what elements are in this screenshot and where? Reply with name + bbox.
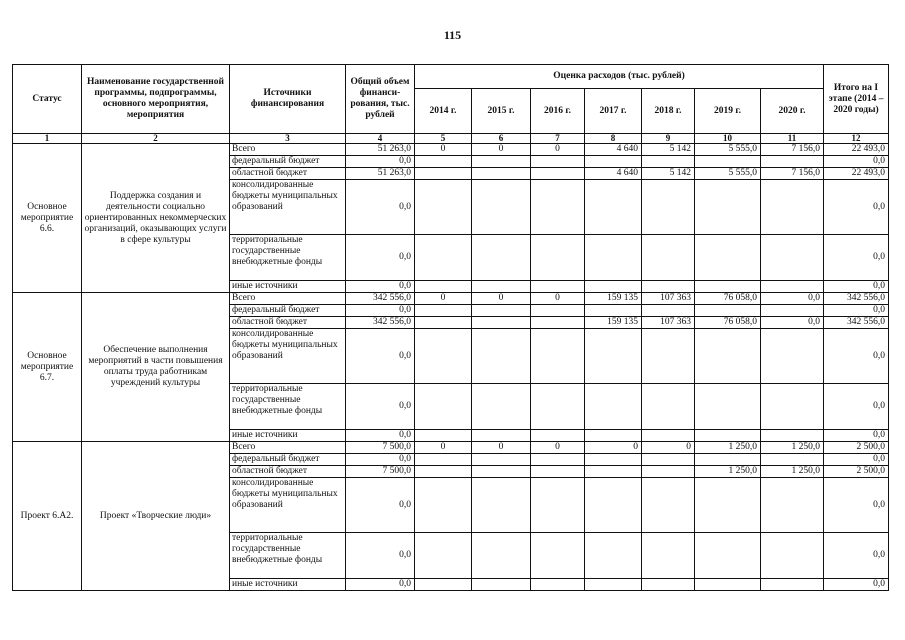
year-value-cell — [415, 305, 472, 317]
year-value-cell — [761, 329, 824, 384]
stage-total-cell: 0,0 — [824, 430, 889, 442]
stage-total-cell: 2 500,0 — [824, 442, 889, 454]
funding-source-cell: иные источники — [230, 430, 346, 442]
funding-source-cell: консолидированные бюджеты муниципальных образований — [230, 478, 346, 533]
funding-source-cell: областной бюджет — [230, 317, 346, 329]
year-value-cell: 1 250,0 — [761, 466, 824, 478]
year-value-cell: 76 058,0 — [695, 317, 761, 329]
funding-source-cell: консолидированные бюджеты муниципальных образований — [230, 180, 346, 235]
funding-source-cell: консолидированные бюджеты муниципальных образований — [230, 329, 346, 384]
funding-source-cell: федеральный бюджет — [230, 454, 346, 466]
status-cell: Основное мероприятие 6.7. — [13, 293, 82, 442]
total-volume-cell: 7 500,0 — [346, 442, 415, 454]
year-value-cell: 4 640 — [585, 144, 642, 156]
year-value-cell — [415, 466, 472, 478]
year-value-cell — [472, 454, 531, 466]
year-value-cell: 0 — [531, 442, 585, 454]
year-value-cell — [415, 168, 472, 180]
header-stage-total: Итого на I этапе (2014 – 2020 годы) — [824, 65, 889, 134]
year-value-cell — [585, 281, 642, 293]
year-value-cell — [531, 384, 585, 430]
total-volume-cell: 7 500,0 — [346, 466, 415, 478]
year-value-cell — [415, 156, 472, 168]
year-value-cell — [585, 579, 642, 591]
total-volume-cell: 0,0 — [346, 329, 415, 384]
total-volume-cell: 0,0 — [346, 305, 415, 317]
year-value-cell — [642, 235, 695, 281]
year-value-cell — [695, 430, 761, 442]
measure-name-cell: Проект «Творческие люди» — [82, 442, 230, 591]
year-value-cell: 159 135 — [585, 293, 642, 305]
year-value-cell — [695, 235, 761, 281]
year-value-cell — [761, 305, 824, 317]
stage-total-cell: 0,0 — [824, 329, 889, 384]
status-cell: Основное мероприятие 6.6. — [13, 144, 82, 293]
year-value-cell — [761, 281, 824, 293]
year-value-cell — [761, 579, 824, 591]
year-value-cell — [472, 533, 531, 579]
year-value-cell — [472, 466, 531, 478]
year-value-cell: 0 — [585, 442, 642, 454]
year-value-cell — [531, 235, 585, 281]
total-volume-cell: 0,0 — [346, 533, 415, 579]
year-value-cell — [761, 478, 824, 533]
year-value-cell — [695, 454, 761, 466]
year-value-cell — [472, 478, 531, 533]
year-value-cell — [642, 156, 695, 168]
stage-total-cell: 0,0 — [824, 384, 889, 430]
year-value-cell: 0 — [531, 144, 585, 156]
year-value-cell: 5 555,0 — [695, 168, 761, 180]
column-number: 7 — [531, 134, 585, 144]
year-value-cell — [642, 579, 695, 591]
stage-total-cell: 0,0 — [824, 281, 889, 293]
stage-total-cell: 0,0 — [824, 579, 889, 591]
year-value-cell — [761, 384, 824, 430]
total-volume-cell: 0,0 — [346, 156, 415, 168]
stage-total-cell: 342 556,0 — [824, 293, 889, 305]
header-estimate: Оценка расходов (тыс. рублей) — [415, 65, 824, 89]
year-value-cell — [472, 180, 531, 235]
year-value-cell — [531, 466, 585, 478]
year-value-cell: 7 156,0 — [761, 144, 824, 156]
year-value-cell: 5 555,0 — [695, 144, 761, 156]
total-volume-cell: 0,0 — [346, 180, 415, 235]
year-value-cell — [761, 454, 824, 466]
year-value-cell: 159 135 — [585, 317, 642, 329]
total-volume-cell: 0,0 — [346, 235, 415, 281]
year-value-cell — [415, 384, 472, 430]
year-value-cell — [585, 430, 642, 442]
year-value-cell — [695, 180, 761, 235]
total-volume-cell: 51 263,0 — [346, 168, 415, 180]
year-value-cell — [761, 430, 824, 442]
column-number: 11 — [761, 134, 824, 144]
header-year: 2018 г. — [642, 89, 695, 134]
year-value-cell: 0 — [472, 144, 531, 156]
stage-total-cell: 0,0 — [824, 478, 889, 533]
year-value-cell — [695, 384, 761, 430]
year-value-cell: 0 — [531, 293, 585, 305]
year-value-cell — [642, 466, 695, 478]
year-value-cell — [761, 180, 824, 235]
header-status: Статус — [13, 65, 82, 134]
funding-source-cell: территориальные государственные внебюджетные фонды — [230, 384, 346, 430]
year-value-cell — [415, 180, 472, 235]
year-value-cell — [585, 156, 642, 168]
stage-total-cell: 0,0 — [824, 454, 889, 466]
year-value-cell — [585, 454, 642, 466]
year-value-cell — [585, 384, 642, 430]
year-value-cell — [531, 329, 585, 384]
year-value-cell: 107 363 — [642, 293, 695, 305]
year-value-cell — [472, 235, 531, 281]
year-value-cell — [472, 384, 531, 430]
stage-total-cell: 0,0 — [824, 180, 889, 235]
year-value-cell — [695, 156, 761, 168]
year-value-cell — [472, 329, 531, 384]
year-value-cell: 0 — [642, 442, 695, 454]
year-value-cell: 1 250,0 — [695, 466, 761, 478]
year-value-cell — [585, 329, 642, 384]
year-value-cell — [415, 533, 472, 579]
column-number: 2 — [82, 134, 230, 144]
funding-source-cell: иные источники — [230, 281, 346, 293]
header-year: 2016 г. — [531, 89, 585, 134]
year-value-cell — [472, 156, 531, 168]
year-value-cell — [642, 329, 695, 384]
table-row — [13, 144, 889, 156]
table-body — [13, 144, 889, 591]
year-value-cell: 0 — [415, 442, 472, 454]
year-value-cell — [531, 533, 585, 579]
header-year: 2020 г. — [761, 89, 824, 134]
year-value-cell — [585, 466, 642, 478]
year-value-cell — [531, 305, 585, 317]
year-value-cell — [531, 180, 585, 235]
year-value-cell — [585, 533, 642, 579]
header-total-volume: Общий объем финанси-рования, тыс. рублей — [346, 65, 415, 134]
total-volume-cell: 0,0 — [346, 384, 415, 430]
year-value-cell: 5 142 — [642, 144, 695, 156]
column-number: 8 — [585, 134, 642, 144]
year-value-cell — [695, 478, 761, 533]
funding-source-cell: федеральный бюджет — [230, 156, 346, 168]
year-value-cell — [642, 533, 695, 579]
funding-source-cell: Всего — [230, 442, 346, 454]
measure-name-cell: Обеспечение выполнения мероприятий в части повышения оплаты труда работникам учреждений культуры — [82, 293, 230, 442]
total-volume-cell: 0,0 — [346, 478, 415, 533]
stage-total-cell: 0,0 — [824, 156, 889, 168]
measure-name-cell: Поддержка создания и деятельности социально ориентированных некоммерческих организаций, оказывающих услуги в сфере культуры — [82, 144, 230, 293]
year-value-cell — [531, 478, 585, 533]
funding-source-cell: территориальные государственные внебюджетные фонды — [230, 235, 346, 281]
funding-source-cell: областной бюджет — [230, 466, 346, 478]
funding-source-cell: областной бюджет — [230, 168, 346, 180]
table-row — [13, 442, 889, 454]
year-value-cell — [415, 579, 472, 591]
year-value-cell: 107 363 — [642, 317, 695, 329]
total-volume-cell: 0,0 — [346, 281, 415, 293]
year-value-cell — [761, 156, 824, 168]
column-number: 9 — [642, 134, 695, 144]
year-value-cell — [642, 454, 695, 466]
total-volume-cell: 0,0 — [346, 579, 415, 591]
funding-source-cell: территориальные государственные внебюджетные фонды — [230, 533, 346, 579]
year-value-cell — [695, 281, 761, 293]
header-sources: Источники финансирования — [230, 65, 346, 134]
year-value-cell — [642, 281, 695, 293]
year-value-cell: 1 250,0 — [761, 442, 824, 454]
total-volume-cell: 0,0 — [346, 454, 415, 466]
year-value-cell — [531, 156, 585, 168]
year-value-cell — [415, 454, 472, 466]
funding-source-cell: Всего — [230, 144, 346, 156]
status-cell: Проект 6.А2. — [13, 442, 82, 591]
year-value-cell — [472, 281, 531, 293]
year-value-cell — [585, 235, 642, 281]
year-value-cell — [472, 168, 531, 180]
year-value-cell — [585, 305, 642, 317]
header-year: 2015 г. — [472, 89, 531, 134]
funding-source-cell: Всего — [230, 293, 346, 305]
column-number: 12 — [824, 134, 889, 144]
year-value-cell — [415, 317, 472, 329]
year-value-cell — [472, 430, 531, 442]
year-value-cell — [695, 533, 761, 579]
header-year: 2017 г. — [585, 89, 642, 134]
year-value-cell: 76 058,0 — [695, 293, 761, 305]
stage-total-cell: 0,0 — [824, 235, 889, 281]
header-name: Наименование государственной программы, подпрограммы, основного мероприятия, мероприятия — [82, 65, 230, 134]
year-value-cell — [415, 235, 472, 281]
year-value-cell — [472, 305, 531, 317]
year-value-cell — [415, 329, 472, 384]
column-number: 1 — [13, 134, 82, 144]
funding-source-cell: федеральный бюджет — [230, 305, 346, 317]
year-value-cell: 0 — [415, 144, 472, 156]
year-value-cell: 7 156,0 — [761, 168, 824, 180]
year-value-cell — [531, 168, 585, 180]
year-value-cell — [761, 235, 824, 281]
year-value-cell — [531, 430, 585, 442]
total-volume-cell: 0,0 — [346, 430, 415, 442]
year-value-cell — [415, 478, 472, 533]
year-value-cell: 5 142 — [642, 168, 695, 180]
year-value-cell — [472, 579, 531, 591]
year-value-cell — [695, 305, 761, 317]
header-year: 2014 г. — [415, 89, 472, 134]
funding-source-cell: иные источники — [230, 579, 346, 591]
year-value-cell — [642, 384, 695, 430]
header-year: 2019 г. — [695, 89, 761, 134]
year-value-cell — [761, 533, 824, 579]
year-value-cell — [585, 180, 642, 235]
column-number: 6 — [472, 134, 531, 144]
total-volume-cell: 342 556,0 — [346, 293, 415, 305]
total-volume-cell: 51 263,0 — [346, 144, 415, 156]
total-volume-cell: 342 556,0 — [346, 317, 415, 329]
stage-total-cell: 2 500,0 — [824, 466, 889, 478]
financing-table — [12, 64, 889, 591]
page-number: 115 — [443, 28, 462, 42]
year-value-cell — [585, 478, 642, 533]
year-value-cell — [642, 305, 695, 317]
year-value-cell — [531, 281, 585, 293]
column-number: 5 — [415, 134, 472, 144]
year-value-cell — [695, 329, 761, 384]
year-value-cell — [531, 317, 585, 329]
column-number: 10 — [695, 134, 761, 144]
year-value-cell: 0 — [415, 293, 472, 305]
year-value-cell — [472, 317, 531, 329]
year-value-cell — [642, 478, 695, 533]
stage-total-cell: 0,0 — [824, 533, 889, 579]
year-value-cell: 0 — [472, 293, 531, 305]
year-value-cell — [642, 430, 695, 442]
year-value-cell — [415, 430, 472, 442]
year-value-cell — [415, 281, 472, 293]
year-value-cell — [642, 180, 695, 235]
year-value-cell — [531, 579, 585, 591]
year-value-cell: 0,0 — [761, 293, 824, 305]
table-row — [13, 293, 889, 305]
column-number: 3 — [230, 134, 346, 144]
stage-total-cell: 22 493,0 — [824, 144, 889, 156]
stage-total-cell: 0,0 — [824, 305, 889, 317]
year-value-cell — [531, 454, 585, 466]
year-value-cell: 0 — [472, 442, 531, 454]
year-value-cell: 1 250,0 — [695, 442, 761, 454]
column-number: 4 — [346, 134, 415, 144]
stage-total-cell: 22 493,0 — [824, 168, 889, 180]
stage-total-cell: 342 556,0 — [824, 317, 889, 329]
year-value-cell: 0,0 — [761, 317, 824, 329]
year-value-cell: 4 640 — [585, 168, 642, 180]
year-value-cell — [695, 579, 761, 591]
